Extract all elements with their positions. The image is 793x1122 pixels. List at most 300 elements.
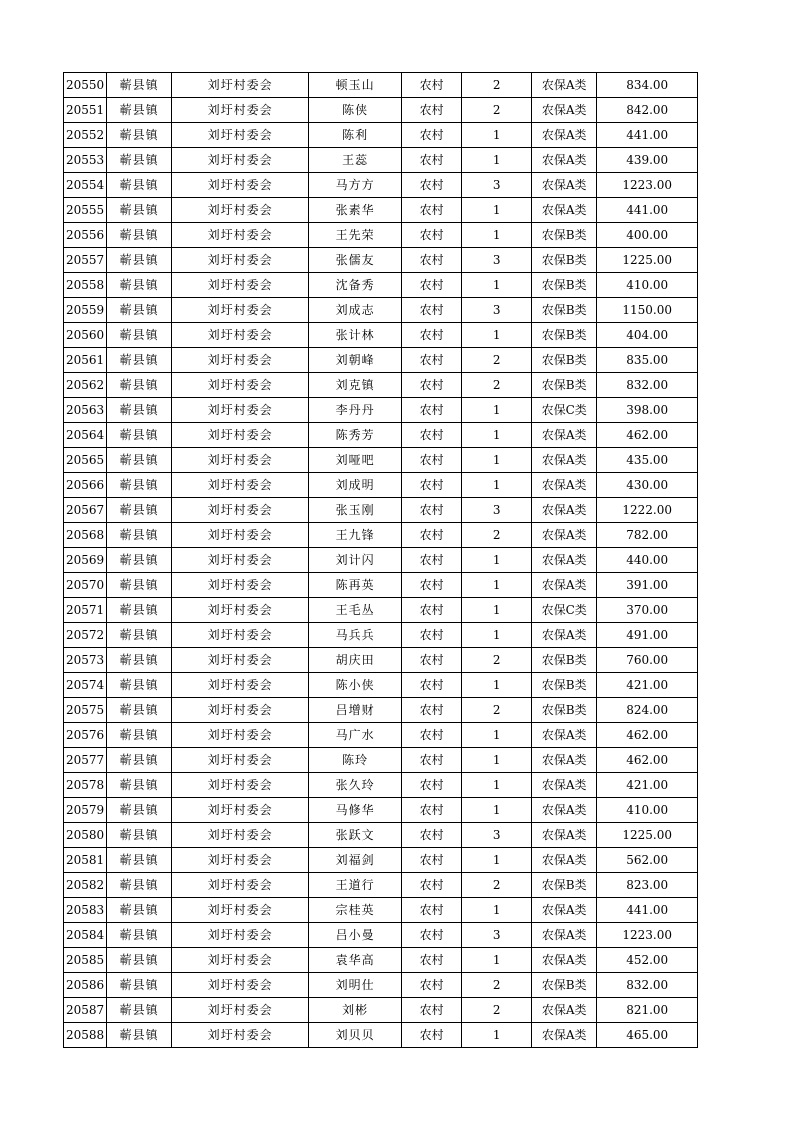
cell-category: 农保A类 xyxy=(532,948,597,973)
cell-village: 刘圩村委会 xyxy=(172,273,309,298)
cell-category: 农保A类 xyxy=(532,148,597,173)
cell-amount: 400.00 xyxy=(597,223,698,248)
cell-id: 20574 xyxy=(64,673,107,698)
table-row xyxy=(64,848,698,873)
table-row xyxy=(64,948,698,973)
cell-count: 1 xyxy=(462,798,532,823)
cell-amount: 441.00 xyxy=(597,123,698,148)
table-row xyxy=(64,598,698,623)
cell-amount: 832.00 xyxy=(597,373,698,398)
cell-village: 刘圩村委会 xyxy=(172,723,309,748)
cell-type: 农村 xyxy=(402,823,462,848)
cell-category: 农保B类 xyxy=(532,373,597,398)
cell-type: 农村 xyxy=(402,523,462,548)
cell-village: 刘圩村委会 xyxy=(172,548,309,573)
cell-village: 刘圩村委会 xyxy=(172,498,309,523)
cell-category: 农保A类 xyxy=(532,923,597,948)
cell-village: 刘圩村委会 xyxy=(172,798,309,823)
cell-id: 20581 xyxy=(64,848,107,873)
cell-village: 刘圩村委会 xyxy=(172,648,309,673)
cell-village: 刘圩村委会 xyxy=(172,473,309,498)
cell-count: 2 xyxy=(462,523,532,548)
cell-count: 2 xyxy=(462,73,532,98)
cell-id: 20587 xyxy=(64,998,107,1023)
cell-category: 农保B类 xyxy=(532,648,597,673)
cell-town: 蕲县镇 xyxy=(107,448,172,473)
cell-id: 20566 xyxy=(64,473,107,498)
cell-category: 农保B类 xyxy=(532,248,597,273)
cell-id: 20573 xyxy=(64,648,107,673)
cell-name: 王九锋 xyxy=(309,523,402,548)
cell-village: 刘圩村委会 xyxy=(172,848,309,873)
cell-amount: 441.00 xyxy=(597,898,698,923)
cell-count: 1 xyxy=(462,748,532,773)
cell-count: 1 xyxy=(462,398,532,423)
cell-amount: 440.00 xyxy=(597,548,698,573)
cell-category: 农保B类 xyxy=(532,223,597,248)
cell-town: 蕲县镇 xyxy=(107,873,172,898)
cell-village: 刘圩村委会 xyxy=(172,948,309,973)
cell-id: 20550 xyxy=(64,73,107,98)
table-row xyxy=(64,298,698,323)
table-row xyxy=(64,423,698,448)
cell-category: 农保A类 xyxy=(532,623,597,648)
cell-category: 农保A类 xyxy=(532,423,597,448)
table-row xyxy=(64,723,698,748)
cell-amount: 465.00 xyxy=(597,1023,698,1048)
cell-village: 刘圩村委会 xyxy=(172,773,309,798)
cell-category: 农保A类 xyxy=(532,123,597,148)
cell-type: 农村 xyxy=(402,723,462,748)
cell-name: 张跃文 xyxy=(309,823,402,848)
cell-name: 刘朝峰 xyxy=(309,348,402,373)
cell-amount: 421.00 xyxy=(597,673,698,698)
table-row xyxy=(64,323,698,348)
cell-category: 农保A类 xyxy=(532,198,597,223)
cell-village: 刘圩村委会 xyxy=(172,973,309,998)
table-row xyxy=(64,898,698,923)
cell-amount: 410.00 xyxy=(597,273,698,298)
cell-village: 刘圩村委会 xyxy=(172,223,309,248)
cell-count: 1 xyxy=(462,773,532,798)
cell-name: 张计林 xyxy=(309,323,402,348)
table-row xyxy=(64,748,698,773)
cell-type: 农村 xyxy=(402,548,462,573)
cell-village: 刘圩村委会 xyxy=(172,423,309,448)
cell-village: 刘圩村委会 xyxy=(172,448,309,473)
cell-amount: 398.00 xyxy=(597,398,698,423)
cell-amount: 760.00 xyxy=(597,648,698,673)
cell-id: 20554 xyxy=(64,173,107,198)
cell-type: 农村 xyxy=(402,348,462,373)
cell-count: 2 xyxy=(462,998,532,1023)
cell-count: 1 xyxy=(462,198,532,223)
cell-category: 农保B类 xyxy=(532,973,597,998)
cell-id: 20562 xyxy=(64,373,107,398)
table-row xyxy=(64,398,698,423)
table-row xyxy=(64,473,698,498)
cell-town: 蕲县镇 xyxy=(107,98,172,123)
cell-count: 1 xyxy=(462,473,532,498)
cell-town: 蕲县镇 xyxy=(107,423,172,448)
cell-town: 蕲县镇 xyxy=(107,373,172,398)
cell-name: 胡庆田 xyxy=(309,648,402,673)
cell-count: 1 xyxy=(462,848,532,873)
cell-id: 20560 xyxy=(64,323,107,348)
cell-id: 20584 xyxy=(64,923,107,948)
cell-category: 农保A类 xyxy=(532,523,597,548)
cell-amount: 430.00 xyxy=(597,473,698,498)
cell-village: 刘圩村委会 xyxy=(172,673,309,698)
table-row xyxy=(64,373,698,398)
table-row xyxy=(64,923,698,948)
cell-town: 蕲县镇 xyxy=(107,198,172,223)
cell-count: 1 xyxy=(462,898,532,923)
cell-type: 农村 xyxy=(402,648,462,673)
cell-id: 20572 xyxy=(64,623,107,648)
cell-id: 20568 xyxy=(64,523,107,548)
cell-type: 农村 xyxy=(402,173,462,198)
cell-category: 农保A类 xyxy=(532,998,597,1023)
cell-id: 20585 xyxy=(64,948,107,973)
cell-amount: 491.00 xyxy=(597,623,698,648)
cell-town: 蕲县镇 xyxy=(107,773,172,798)
cell-town: 蕲县镇 xyxy=(107,348,172,373)
cell-id: 20556 xyxy=(64,223,107,248)
cell-town: 蕲县镇 xyxy=(107,698,172,723)
cell-village: 刘圩村委会 xyxy=(172,823,309,848)
cell-town: 蕲县镇 xyxy=(107,248,172,273)
table-row xyxy=(64,973,698,998)
cell-count: 1 xyxy=(462,273,532,298)
cell-type: 农村 xyxy=(402,73,462,98)
cell-id: 20553 xyxy=(64,148,107,173)
cell-count: 2 xyxy=(462,98,532,123)
cell-id: 20564 xyxy=(64,423,107,448)
cell-village: 刘圩村委会 xyxy=(172,248,309,273)
table-row xyxy=(64,823,698,848)
cell-count: 3 xyxy=(462,923,532,948)
cell-village: 刘圩村委会 xyxy=(172,298,309,323)
cell-type: 农村 xyxy=(402,573,462,598)
cell-town: 蕲县镇 xyxy=(107,223,172,248)
cell-count: 1 xyxy=(462,148,532,173)
cell-amount: 1225.00 xyxy=(597,248,698,273)
cell-id: 20567 xyxy=(64,498,107,523)
cell-village: 刘圩村委会 xyxy=(172,523,309,548)
cell-town: 蕲县镇 xyxy=(107,1023,172,1048)
cell-name: 吕小曼 xyxy=(309,923,402,948)
cell-category: 农保A类 xyxy=(532,98,597,123)
cell-type: 农村 xyxy=(402,748,462,773)
cell-amount: 391.00 xyxy=(597,573,698,598)
cell-type: 农村 xyxy=(402,698,462,723)
cell-category: 农保A类 xyxy=(532,723,597,748)
cell-town: 蕲县镇 xyxy=(107,923,172,948)
cell-name: 吕增财 xyxy=(309,698,402,723)
cell-town: 蕲县镇 xyxy=(107,898,172,923)
cell-town: 蕲县镇 xyxy=(107,398,172,423)
cell-id: 20570 xyxy=(64,573,107,598)
cell-amount: 370.00 xyxy=(597,598,698,623)
cell-type: 农村 xyxy=(402,123,462,148)
cell-town: 蕲县镇 xyxy=(107,973,172,998)
cell-town: 蕲县镇 xyxy=(107,623,172,648)
cell-town: 蕲县镇 xyxy=(107,948,172,973)
cell-amount: 1223.00 xyxy=(597,923,698,948)
cell-town: 蕲县镇 xyxy=(107,723,172,748)
cell-type: 农村 xyxy=(402,473,462,498)
cell-category: 农保A类 xyxy=(532,73,597,98)
cell-town: 蕲县镇 xyxy=(107,523,172,548)
cell-name: 王蕊 xyxy=(309,148,402,173)
cell-town: 蕲县镇 xyxy=(107,798,172,823)
cell-id: 20551 xyxy=(64,98,107,123)
cell-name: 马兵兵 xyxy=(309,623,402,648)
cell-count: 3 xyxy=(462,823,532,848)
cell-id: 20586 xyxy=(64,973,107,998)
cell-count: 1 xyxy=(462,948,532,973)
cell-id: 20552 xyxy=(64,123,107,148)
cell-count: 1 xyxy=(462,423,532,448)
cell-id: 20579 xyxy=(64,798,107,823)
cell-type: 农村 xyxy=(402,598,462,623)
cell-count: 1 xyxy=(462,548,532,573)
cell-category: 农保A类 xyxy=(532,848,597,873)
cell-amount: 1150.00 xyxy=(597,298,698,323)
cell-town: 蕲县镇 xyxy=(107,548,172,573)
cell-name: 刘计闪 xyxy=(309,548,402,573)
cell-type: 农村 xyxy=(402,973,462,998)
cell-type: 农村 xyxy=(402,998,462,1023)
cell-category: 农保A类 xyxy=(532,748,597,773)
cell-type: 农村 xyxy=(402,773,462,798)
cell-name: 陈秀芳 xyxy=(309,423,402,448)
cell-amount: 562.00 xyxy=(597,848,698,873)
cell-category: 农保A类 xyxy=(532,548,597,573)
cell-amount: 462.00 xyxy=(597,748,698,773)
cell-village: 刘圩村委会 xyxy=(172,623,309,648)
cell-name: 沈备秀 xyxy=(309,273,402,298)
cell-category: 农保A类 xyxy=(532,448,597,473)
cell-village: 刘圩村委会 xyxy=(172,923,309,948)
cell-name: 张玉刚 xyxy=(309,498,402,523)
cell-count: 1 xyxy=(462,623,532,648)
records-table-body xyxy=(64,73,698,1048)
cell-id: 20571 xyxy=(64,598,107,623)
cell-name: 顿玉山 xyxy=(309,73,402,98)
cell-category: 农保B类 xyxy=(532,873,597,898)
cell-village: 刘圩村委会 xyxy=(172,123,309,148)
cell-id: 20583 xyxy=(64,898,107,923)
cell-category: 农保B类 xyxy=(532,323,597,348)
cell-town: 蕲县镇 xyxy=(107,473,172,498)
cell-name: 刘彬 xyxy=(309,998,402,1023)
cell-name: 王道行 xyxy=(309,873,402,898)
cell-village: 刘圩村委会 xyxy=(172,98,309,123)
cell-type: 农村 xyxy=(402,98,462,123)
cell-name: 刘哑吧 xyxy=(309,448,402,473)
cell-type: 农村 xyxy=(402,448,462,473)
cell-village: 刘圩村委会 xyxy=(172,598,309,623)
cell-name: 王毛丛 xyxy=(309,598,402,623)
cell-town: 蕲县镇 xyxy=(107,848,172,873)
cell-name: 刘福剑 xyxy=(309,848,402,873)
cell-village: 刘圩村委会 xyxy=(172,148,309,173)
table-row xyxy=(64,223,698,248)
cell-type: 农村 xyxy=(402,923,462,948)
cell-count: 2 xyxy=(462,648,532,673)
cell-type: 农村 xyxy=(402,898,462,923)
cell-name: 李丹丹 xyxy=(309,398,402,423)
table-row xyxy=(64,998,698,1023)
cell-town: 蕲县镇 xyxy=(107,673,172,698)
cell-type: 农村 xyxy=(402,798,462,823)
cell-amount: 1225.00 xyxy=(597,823,698,848)
cell-id: 20582 xyxy=(64,873,107,898)
cell-amount: 439.00 xyxy=(597,148,698,173)
cell-amount: 835.00 xyxy=(597,348,698,373)
cell-id: 20575 xyxy=(64,698,107,723)
cell-amount: 421.00 xyxy=(597,773,698,798)
cell-type: 农村 xyxy=(402,1023,462,1048)
table-row xyxy=(64,1023,698,1048)
cell-type: 农村 xyxy=(402,223,462,248)
cell-id: 20561 xyxy=(64,348,107,373)
table-row xyxy=(64,498,698,523)
cell-id: 20563 xyxy=(64,398,107,423)
cell-id: 20555 xyxy=(64,198,107,223)
cell-name: 张素华 xyxy=(309,198,402,223)
table-row xyxy=(64,673,698,698)
cell-name: 刘成志 xyxy=(309,298,402,323)
cell-id: 20580 xyxy=(64,823,107,848)
cell-name: 陈再英 xyxy=(309,573,402,598)
cell-count: 2 xyxy=(462,348,532,373)
cell-id: 20578 xyxy=(64,773,107,798)
table-row xyxy=(64,798,698,823)
cell-type: 农村 xyxy=(402,248,462,273)
cell-type: 农村 xyxy=(402,498,462,523)
cell-village: 刘圩村委会 xyxy=(172,573,309,598)
cell-count: 1 xyxy=(462,723,532,748)
table-row xyxy=(64,273,698,298)
cell-name: 刘明仕 xyxy=(309,973,402,998)
cell-category: 农保A类 xyxy=(532,798,597,823)
cell-type: 农村 xyxy=(402,298,462,323)
cell-type: 农村 xyxy=(402,398,462,423)
cell-id: 20558 xyxy=(64,273,107,298)
cell-type: 农村 xyxy=(402,198,462,223)
cell-count: 2 xyxy=(462,373,532,398)
cell-town: 蕲县镇 xyxy=(107,173,172,198)
table-row xyxy=(64,873,698,898)
cell-category: 农保A类 xyxy=(532,898,597,923)
table-row xyxy=(64,698,698,723)
cell-amount: 404.00 xyxy=(597,323,698,348)
table-row xyxy=(64,348,698,373)
records-table xyxy=(63,72,698,1048)
cell-category: 农保B类 xyxy=(532,673,597,698)
table-row xyxy=(64,73,698,98)
cell-category: 农保A类 xyxy=(532,1023,597,1048)
table-row xyxy=(64,573,698,598)
cell-count: 1 xyxy=(462,323,532,348)
cell-village: 刘圩村委会 xyxy=(172,173,309,198)
cell-category: 农保C类 xyxy=(532,598,597,623)
cell-category: 农保A类 xyxy=(532,473,597,498)
cell-name: 马广水 xyxy=(309,723,402,748)
cell-town: 蕲县镇 xyxy=(107,598,172,623)
cell-name: 张儒友 xyxy=(309,248,402,273)
cell-type: 农村 xyxy=(402,848,462,873)
cell-id: 20569 xyxy=(64,548,107,573)
cell-category: 农保A类 xyxy=(532,173,597,198)
cell-count: 1 xyxy=(462,123,532,148)
cell-village: 刘圩村委会 xyxy=(172,998,309,1023)
cell-name: 刘成明 xyxy=(309,473,402,498)
cell-name: 陈玲 xyxy=(309,748,402,773)
table-row xyxy=(64,198,698,223)
cell-id: 20576 xyxy=(64,723,107,748)
cell-town: 蕲县镇 xyxy=(107,298,172,323)
cell-id: 20565 xyxy=(64,448,107,473)
cell-town: 蕲县镇 xyxy=(107,498,172,523)
cell-category: 农保B类 xyxy=(532,298,597,323)
cell-count: 2 xyxy=(462,873,532,898)
cell-amount: 842.00 xyxy=(597,98,698,123)
cell-category: 农保A类 xyxy=(532,773,597,798)
cell-town: 蕲县镇 xyxy=(107,323,172,348)
cell-town: 蕲县镇 xyxy=(107,123,172,148)
cell-count: 2 xyxy=(462,973,532,998)
cell-category: 农保A类 xyxy=(532,498,597,523)
cell-town: 蕲县镇 xyxy=(107,73,172,98)
cell-category: 农保B类 xyxy=(532,698,597,723)
cell-count: 1 xyxy=(462,673,532,698)
cell-count: 1 xyxy=(462,573,532,598)
cell-village: 刘圩村委会 xyxy=(172,373,309,398)
cell-name: 王先荣 xyxy=(309,223,402,248)
cell-amount: 435.00 xyxy=(597,448,698,473)
cell-village: 刘圩村委会 xyxy=(172,73,309,98)
table-row xyxy=(64,623,698,648)
cell-town: 蕲县镇 xyxy=(107,273,172,298)
cell-town: 蕲县镇 xyxy=(107,573,172,598)
cell-amount: 452.00 xyxy=(597,948,698,973)
cell-town: 蕲县镇 xyxy=(107,148,172,173)
table-row xyxy=(64,123,698,148)
table-row xyxy=(64,148,698,173)
table-row xyxy=(64,523,698,548)
cell-amount: 782.00 xyxy=(597,523,698,548)
cell-village: 刘圩村委会 xyxy=(172,1023,309,1048)
cell-name: 马方方 xyxy=(309,173,402,198)
cell-amount: 441.00 xyxy=(597,198,698,223)
cell-category: 农保C类 xyxy=(532,398,597,423)
cell-amount: 1223.00 xyxy=(597,173,698,198)
cell-name: 刘贝贝 xyxy=(309,1023,402,1048)
cell-id: 20577 xyxy=(64,748,107,773)
cell-count: 1 xyxy=(462,223,532,248)
cell-amount: 823.00 xyxy=(597,873,698,898)
cell-amount: 821.00 xyxy=(597,998,698,1023)
cell-amount: 832.00 xyxy=(597,973,698,998)
cell-count: 1 xyxy=(462,1023,532,1048)
cell-count: 3 xyxy=(462,248,532,273)
cell-id: 20588 xyxy=(64,1023,107,1048)
cell-type: 农村 xyxy=(402,948,462,973)
